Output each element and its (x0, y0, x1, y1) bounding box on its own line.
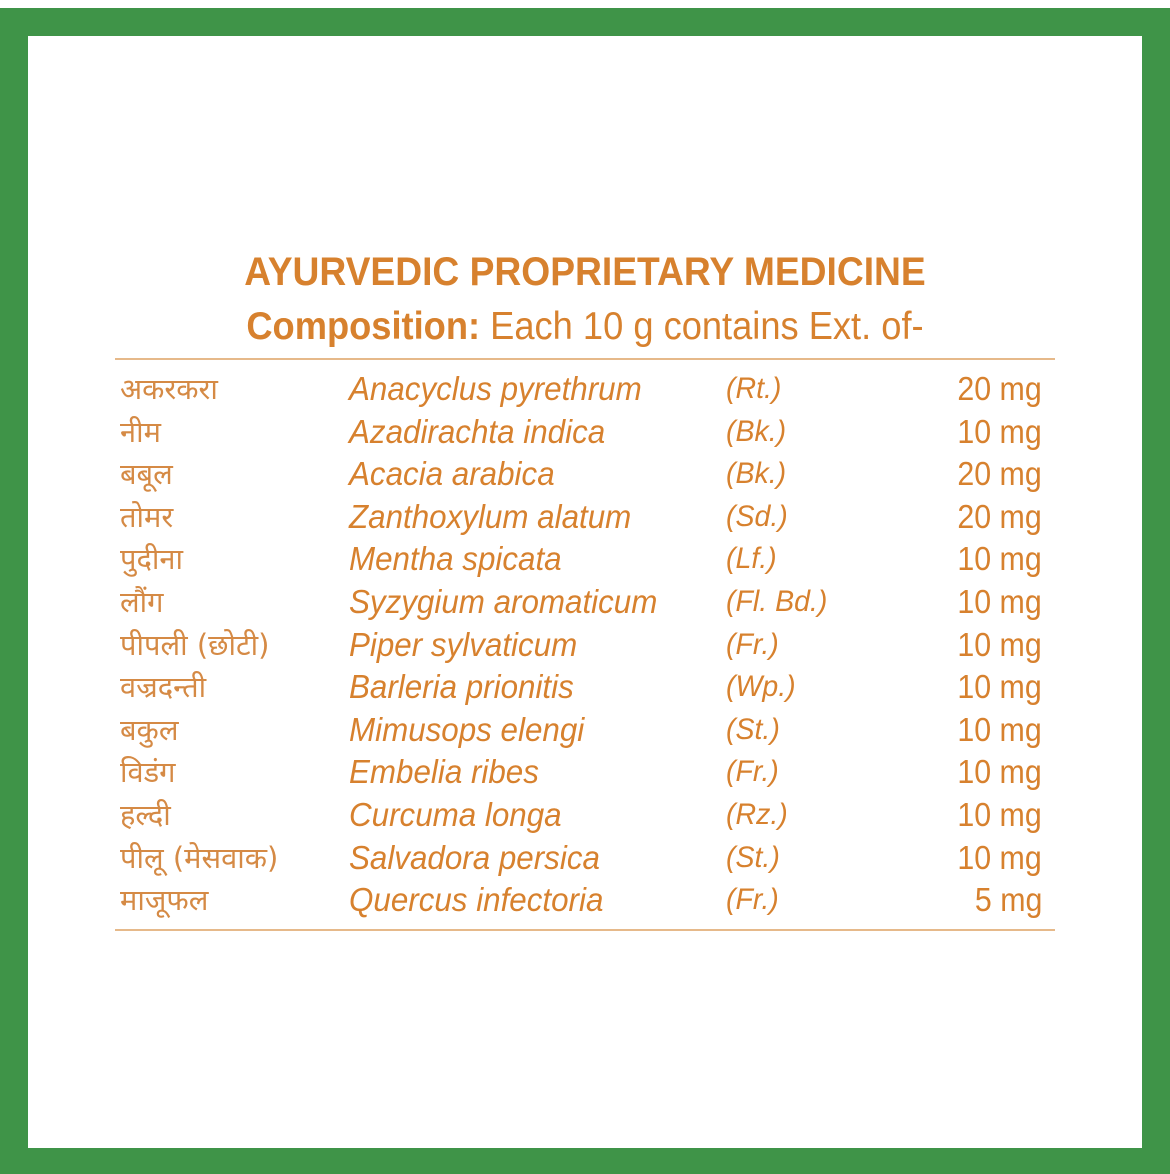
table-row (0, 538, 1170, 581)
quantity: 10 mg (957, 710, 1042, 748)
bottom-divider (115, 929, 1055, 931)
table-row (0, 581, 1170, 624)
composition-text: Each 10 g contains Ext. of- (480, 305, 924, 348)
plant-part: (Fr.) (726, 627, 779, 661)
label-title: AYURVEDIC PROPRIETARY MEDICINE (244, 250, 926, 294)
quantity: 20 mg (957, 497, 1042, 535)
plant-part: (Rt.) (726, 372, 782, 405)
quantity: 10 mg (957, 625, 1042, 663)
ingredient-table (0, 368, 1170, 922)
quantity: 10 mg (957, 582, 1042, 620)
plant-part: (Wp.) (726, 670, 796, 704)
plant-part: (St.) (726, 712, 780, 746)
botanical-name: Mentha spicata (349, 540, 562, 578)
composition-line (41, 302, 1129, 352)
hindi-name: लौंग (120, 584, 164, 619)
hindi-name: अकरकरा (120, 372, 218, 406)
table-row (0, 879, 1170, 922)
table-row (0, 666, 1170, 709)
table-row (0, 496, 1170, 539)
quantity: 10 mg (957, 795, 1042, 833)
plant-part: (Rz.) (726, 797, 788, 831)
hindi-name: नीम (120, 414, 161, 449)
botanical-name: Zanthoxylum alatum (349, 497, 632, 535)
botanical-name: Salvadora persica (349, 838, 600, 876)
composition-lead: Composition: (246, 305, 481, 348)
plant-part: (Fr.) (726, 883, 779, 917)
plant-part: (Fl. Bd.) (726, 584, 828, 618)
botanical-name: Acacia arabica (349, 455, 555, 493)
botanical-name: Embelia ribes (349, 753, 539, 791)
plant-part: (St.) (726, 840, 780, 874)
plant-part: (Bk.) (726, 457, 787, 491)
quantity: 20 mg (957, 370, 1042, 407)
botanical-name: Anacyclus pyrethrum (349, 370, 642, 407)
botanical-name: Mimusops elengi (349, 710, 585, 748)
table-row (0, 453, 1170, 496)
quantity: 10 mg (957, 540, 1042, 578)
hindi-name: हल्दी (120, 797, 171, 832)
quantity: 5 mg (974, 881, 1042, 919)
botanical-name: Barleria prionitis (349, 668, 574, 706)
table-row (0, 624, 1170, 667)
botanical-name: Syzygium aromaticum (349, 582, 658, 620)
hindi-name: बबूल (120, 457, 173, 492)
table-row (0, 751, 1170, 794)
hindi-name: विडंग (120, 755, 176, 790)
top-divider (115, 358, 1055, 360)
table-row (0, 368, 1170, 411)
table-row (0, 794, 1170, 837)
table-row (0, 411, 1170, 454)
quantity: 10 mg (957, 838, 1042, 876)
plant-part: (Sd.) (726, 499, 788, 533)
botanical-name: Quercus infectoria (349, 881, 604, 919)
quantity: 10 mg (957, 412, 1042, 450)
hindi-name: पीलू (मेसवाक) (120, 840, 279, 875)
hindi-name: पीपली (छोटी) (120, 627, 270, 662)
quantity: 10 mg (957, 668, 1042, 706)
quantity: 20 mg (957, 455, 1042, 493)
hindi-name: पुदीना (120, 542, 183, 577)
hindi-name: वज्रदन्ती (120, 670, 207, 705)
plant-part: (Fr.) (726, 755, 779, 789)
hindi-name: माजूफल (120, 883, 209, 918)
plant-part: (Bk.) (726, 414, 787, 448)
table-row (0, 837, 1170, 880)
botanical-name: Piper sylvaticum (349, 625, 578, 663)
botanical-name: Azadirachta indica (349, 412, 606, 450)
plant-part: (Lf.) (726, 542, 777, 576)
table-row (0, 709, 1170, 752)
botanical-name: Curcuma longa (349, 795, 562, 833)
hindi-name: बकुल (120, 712, 179, 747)
quantity: 10 mg (957, 753, 1042, 791)
hindi-name: तोमर (120, 499, 174, 534)
